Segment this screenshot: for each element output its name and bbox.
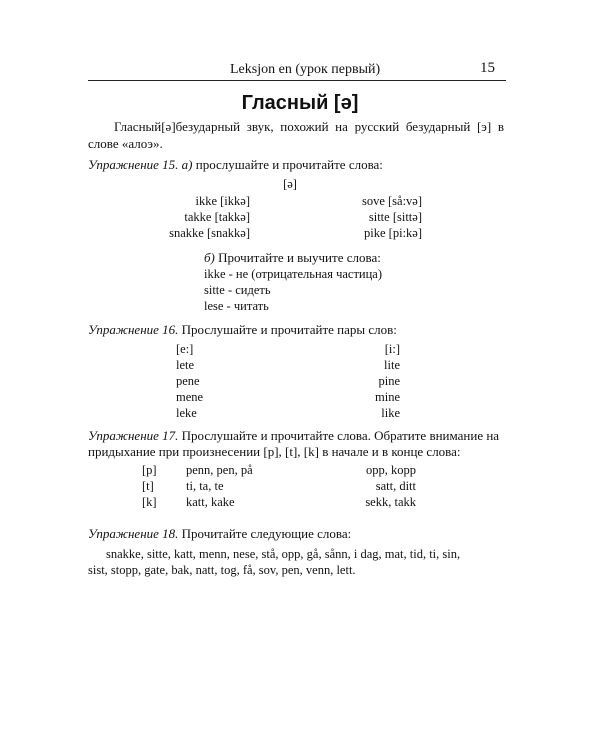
exercise-17-instruction-line2: придыхание при произнесении [p], [t], [k] в начале и в конце слова: bbox=[88, 444, 461, 459]
ex17-end-words: opp, kopp bbox=[366, 463, 416, 477]
vocab-item: lese - читать bbox=[204, 299, 269, 313]
page-number: 15 bbox=[480, 60, 495, 76]
ex15-right-word: sove [så:və] bbox=[361, 194, 422, 208]
intro-paragraph: Гласный[ə]безударный звук, похожий на русский безударный [э] в слове «алоэ». bbox=[88, 119, 504, 151]
ex16-left-word: lete bbox=[176, 358, 195, 372]
ex16-right-header: [i:] bbox=[384, 342, 400, 356]
ex18-word-line: snakke, sitte, katt, menn, nese, stå, opp, gå, sånn, i dag, mat, tid, ti, sin, bbox=[106, 547, 461, 561]
ex18-word-line: sist, stopp, gate, bak, natt, tog, få, sov, pen, venn, lett. bbox=[88, 563, 356, 577]
exercise-17-instruction: Прослушайте и прочитайте слова. Обратите внимание на bbox=[178, 428, 500, 443]
ex17-symbol: [t] bbox=[142, 479, 154, 493]
exercise-18-heading bbox=[88, 526, 351, 542]
ex17-end-words: satt, ditt bbox=[375, 479, 416, 493]
ex17-start-words: penn, pen, på bbox=[186, 463, 253, 477]
running-title: Leksjon en (урок первый) bbox=[230, 62, 381, 77]
ex17-start-words: ti, ta, te bbox=[186, 479, 224, 493]
exercise-16-label: Упражнение 16. bbox=[88, 322, 179, 337]
ex15-left-word: snakke [snakkə] bbox=[169, 226, 250, 240]
section-title: Гласный [ə] bbox=[241, 92, 359, 114]
ex16-left-word: leke bbox=[176, 406, 197, 420]
ex16-left-word: pene bbox=[176, 374, 200, 388]
ex17-end-words: sekk, takk bbox=[365, 495, 416, 509]
exercise-15-heading bbox=[88, 157, 383, 173]
ex16-left-header: [e:] bbox=[176, 342, 194, 356]
exercise-17-label: Упражнение 17. bbox=[88, 428, 179, 443]
ex16-right-word: lite bbox=[384, 358, 400, 372]
vocab-item: sitte - сидеть bbox=[204, 283, 271, 297]
header-rule bbox=[88, 80, 506, 81]
ex15-left-word: takke [takkə] bbox=[184, 210, 250, 224]
ex17-symbol: [p] bbox=[142, 463, 157, 477]
exercise-17-heading bbox=[88, 428, 508, 444]
exercise-18-instruction: Прочитайте следующие слова: bbox=[178, 526, 352, 541]
ex16-right-word: mine bbox=[375, 390, 400, 404]
exercise-15b-instruction: Прочитайте и выучите слова: bbox=[214, 250, 381, 265]
exercise-15-symbol: [ə] bbox=[283, 177, 297, 191]
exercise-18-label: Упражнение 18. bbox=[88, 526, 179, 541]
ex15-left-word: ikke [ikkə] bbox=[195, 194, 250, 208]
exercise-16-instruction: Прослушайте и прочитайте пары слов: bbox=[178, 322, 397, 337]
ex17-symbol: [k] bbox=[142, 495, 157, 509]
ex16-left-word: mene bbox=[176, 390, 204, 404]
exercise-16-heading bbox=[88, 322, 397, 338]
ex16-right-word: pine bbox=[378, 374, 400, 388]
ex15-right-word: pike [pi:kə] bbox=[364, 226, 422, 240]
ex16-right-word: like bbox=[381, 406, 400, 420]
exercise-15-instruction: прослушайте и прочитайте слова: bbox=[192, 157, 383, 172]
ex17-start-words: katt, kake bbox=[186, 495, 235, 509]
exercise-15b-label: б) bbox=[204, 250, 215, 265]
ex15-right-word: sitte [sittə] bbox=[368, 210, 422, 224]
vocab-item: ikke - не (отрицательная частица) bbox=[204, 267, 383, 281]
exercise-15b-heading bbox=[204, 250, 381, 266]
exercise-15-label: Упражнение 15. а) bbox=[88, 157, 193, 172]
